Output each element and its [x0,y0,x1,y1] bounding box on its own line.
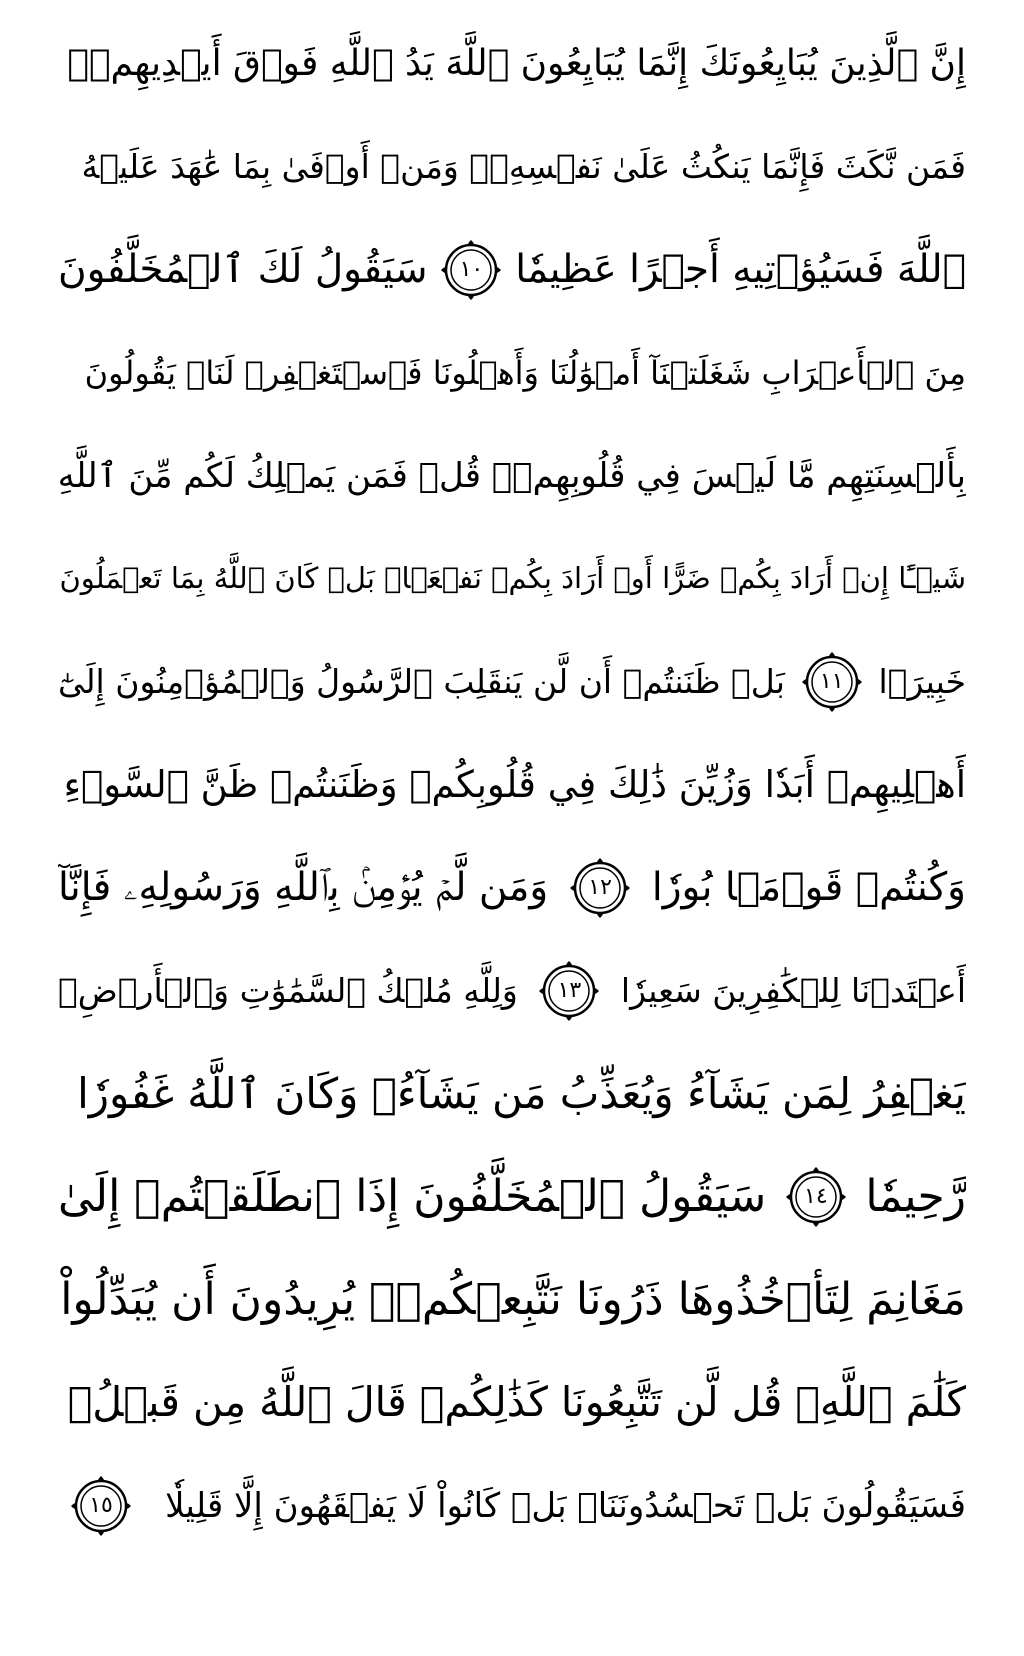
line-text: أَهۡلِيهِمۡ أَبَدٗا وَزُيِّنَ ذَٰلِكَ فِي قُلُوبِكُمۡ وَظَنَنتُمۡ ظَنَّ ٱلسَّوۡءِ [63,763,966,806]
text-line-13 [58,1248,966,1351]
line-text: وَلِلَّهِ مُلۡكُ ٱلسَّمَٰوَٰتِ وَٱلۡأَرۡضِۚ [58,971,518,1010]
text-line-12 [58,1145,966,1248]
text-line-9 [58,836,966,939]
ayah-number: ١٤ [804,1183,828,1209]
ayah-marker-icon [567,855,633,921]
text-line-6 [58,527,966,630]
ayah-marker-icon [536,958,602,1024]
line-text: إِنَّ ٱلَّذِينَ يُبَايِعُونَكَ إِنَّمَا يُبَايِعُونَ ٱللَّهَ يَدُ ٱللَّهِ فَوۡقَ أَيۡدِيهِمۡۚ [67,42,966,84]
line-text: وَكُنتُمۡ قَوۡمَۢا بُورٗا [651,865,966,910]
line-text: رَّحِيمٗا [865,1170,966,1222]
text-line-7 [58,630,966,733]
verse-lines [58,12,966,1557]
line-text: أَعۡتَدۡنَا لِلۡكَٰفِرِينَ سَعِيرٗا [620,971,966,1010]
text-line-3 [58,218,966,321]
text-line-8 [58,733,966,836]
ayah-number: ١٢ [588,874,612,900]
text-line-1 [58,12,966,115]
line-text: وَمَن لَّمۡ يُؤۡمِنۢ بِٱللَّهِ وَرَسُولِهِۦ فَإِنَّآ [58,865,549,910]
line-text: فَسَيَقُولُونَ بَلۡ تَحۡسُدُونَنَاۚ بَلۡ كَانُواْ لَا يَفۡقَهُونَ إِلَّا قَلِيلٗا [165,1485,966,1526]
line-text: مَغَانِمَ لِتَأۡخُذُوهَا ذَرُونَا نَتَّبِعۡكُمۡۖ يُرِيدُونَ أَن يُبَدِّلُواْ [60,1273,966,1325]
ayah-marker-icon [783,1164,849,1230]
line-text: كَلَٰمَ ٱللَّهِۚ قُل لَّن تَتَّبِعُونَا كَذَٰلِكُمۡ قَالَ ٱللَّهُ مِن قَبۡلُۖ [67,1378,966,1426]
ayah-number: ١٥ [89,1492,113,1518]
line-text: مِنَ ٱلۡأَعۡرَابِ شَغَلَتۡنَآ أَمۡوَٰلُنَا وَأَهۡلُونَا فَٱسۡتَغۡفِرۡ لَنَاۚ يَقُولُونَ [84,353,966,392]
text-line-2 [58,115,966,218]
text-line-10 [58,939,966,1042]
line-text: يَغۡفِرُ لِمَن يَشَآءُ وَيُعَذِّبُ مَن يَشَآءُۚ وَكَانَ ٱللَّهُ غَفُورٗا [77,1068,966,1118]
line-text: بَلۡ ظَنَنتُمۡ أَن لَّن يَنقَلِبَ ٱلرَّسُولُ وَٱلۡمُؤۡمِنُونَ إِلَىٰٓ [58,662,785,701]
ayah-marker-icon [799,649,865,715]
line-text: بِأَلۡسِنَتِهِم مَّا لَيۡسَ فِي قُلُوبِهِمۡۚ قُلۡ فَمَن يَمۡلِكُ لَكُم مِّنَ ٱللَّهِ [58,455,966,496]
ayah-marker-icon [438,237,504,303]
line-text: خَبِيرَۢا [878,662,966,701]
line-text: ٱللَّهَ فَسَيُؤۡتِيهِ أَجۡرًا عَظِيمٗا [515,247,966,292]
ayah-number: ١١ [819,668,844,694]
text-line-4 [58,321,966,424]
line-text: شَيۡـًٔا إِنۡ أَرَادَ بِكُمۡ ضَرًّا أَوۡ أَرَادَ بِكُمۡ نَفۡعَۢاۚ بَلۡ كَانَ ٱللَّهُ بِمَا تَعۡمَلُونَ [59,561,966,595]
line-text: فَمَن نَّكَثَ فَإِنَّمَا يَنكُثُ عَلَىٰ نَفۡسِهِۦۖ وَمَنۡ أَوۡفَىٰ بِمَا عَٰهَدَ عَلَيۡهُ [81,147,966,186]
ayah-number: ١٣ [557,977,582,1003]
text-line-14 [58,1351,966,1454]
text-line-5 [58,424,966,527]
line-text: سَيَقُولُ ٱلۡمُخَلَّفُونَ إِذَا ٱنطَلَقۡتُمۡ إِلَىٰ [58,1170,767,1222]
ayah-marker-icon [68,1473,134,1539]
text-line-15 [58,1454,966,1557]
text-line-11 [58,1042,966,1145]
ayah-number: ١٠ [459,256,484,282]
line-text: سَيَقُولُ لَكَ ٱلۡمُخَلَّفُونَ [58,247,428,292]
